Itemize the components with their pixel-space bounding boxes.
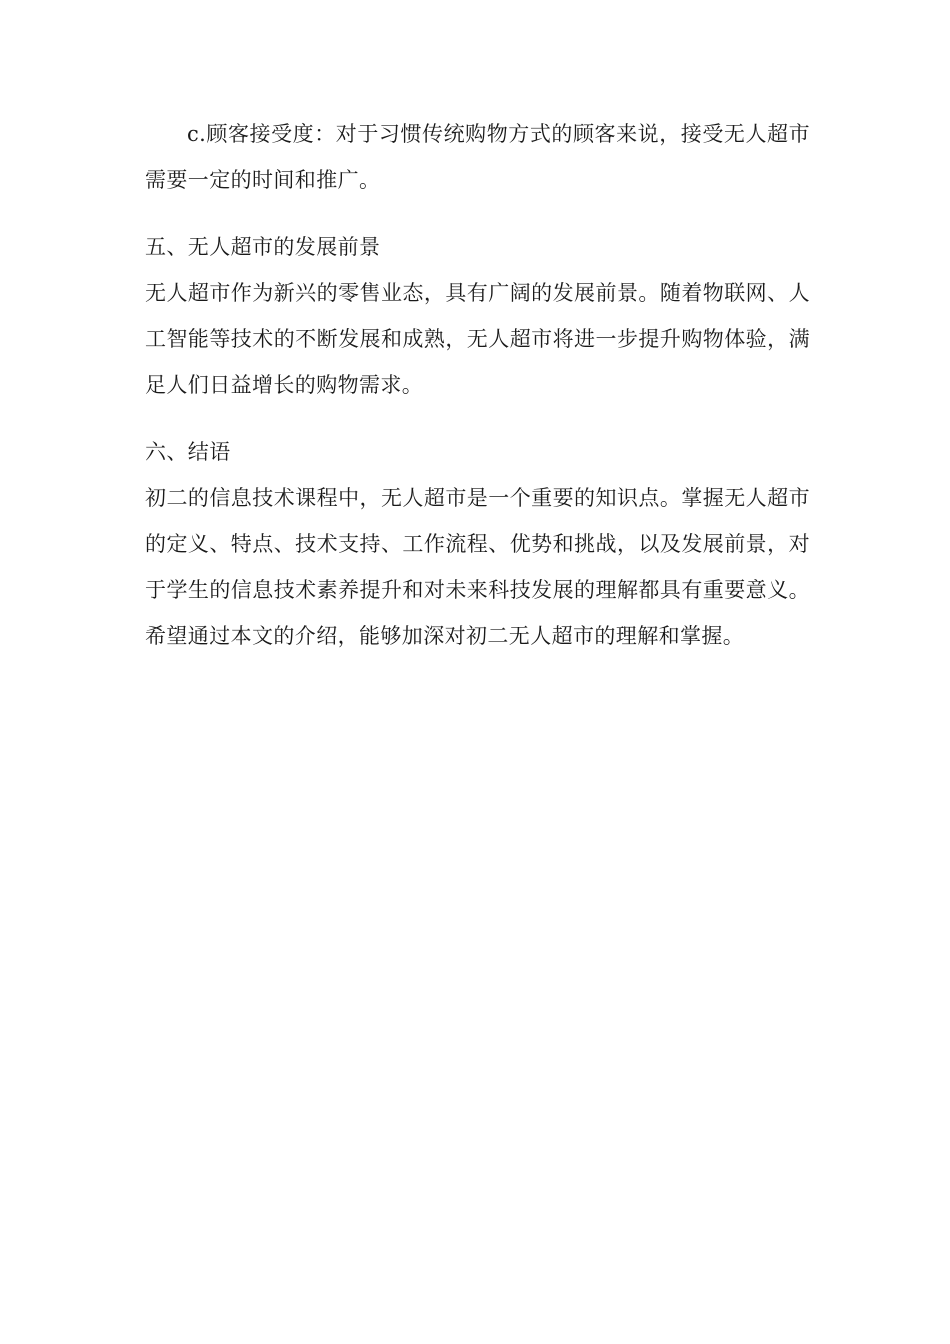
paragraph-customer-acceptance: c.顾客接受度：对于习惯传统购物方式的顾客来说，接受无人超市需要一定的时间和推广。 [145,122,810,192]
paragraph-development-prospects: 无人超市作为新兴的零售业态，具有广阔的发展前景。随着物联网、人工智能等技术的不断发展和成熟，无人超市将进一步提升购物体验，满足人们日益增长的购物需求。 [145,281,810,397]
document-body [145,111,810,659]
section-heading-conclusion: 六、结语 [145,440,231,464]
paragraph-conclusion: 初二的信息技术课程中，无人超市是一个重要的知识点。掌握无人超市的定义、特点、技术支持、工作流程、优势和挑战，以及发展前景，对于学生的信息技术素养提升和对未来科技发展的理解都具有重要意义。希望通过本文的介绍，能够加深对初二无人超市的理解和掌握。 [145,486,810,648]
section-heading-development-prospects: 五、无人超市的发展前景 [145,235,381,259]
